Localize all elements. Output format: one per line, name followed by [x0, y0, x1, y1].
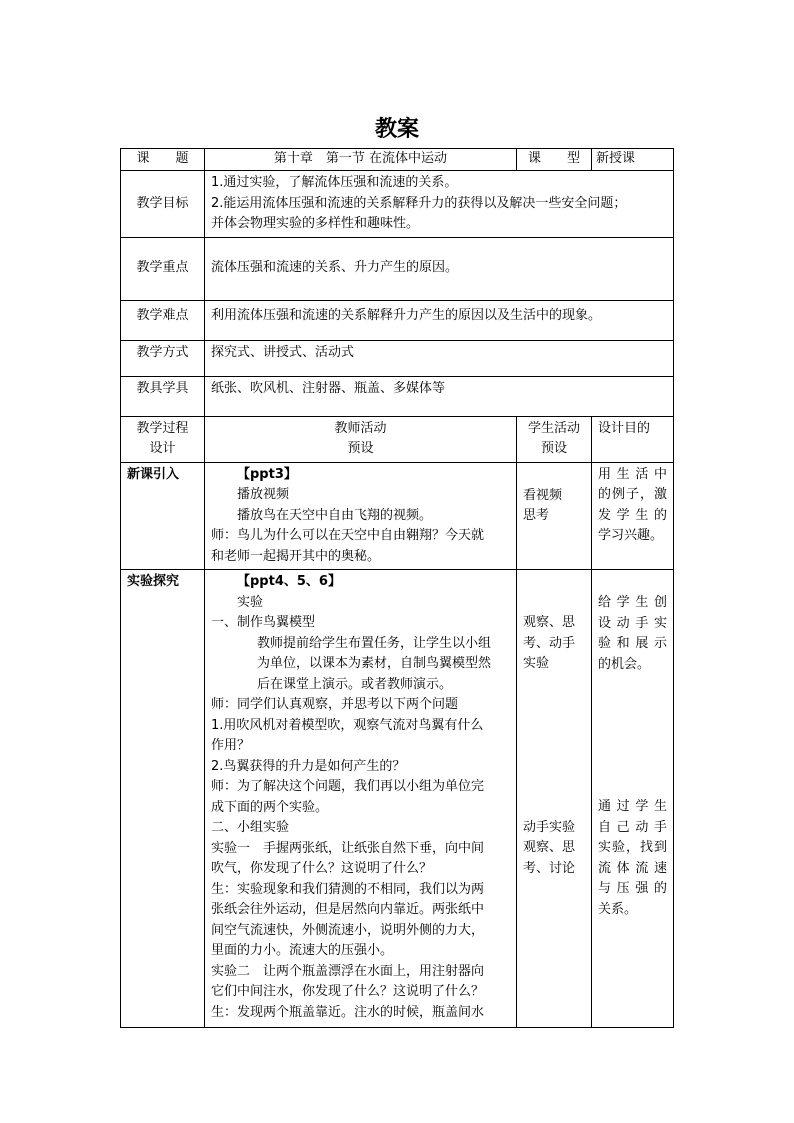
- student-activity-header: 学生活动 预设: [517, 416, 592, 462]
- difficulties-row: [121, 300, 674, 340]
- ppt-ref: 【ppt3】: [237, 466, 297, 482]
- tools-row: [121, 376, 674, 416]
- process-header-row: [121, 416, 674, 462]
- teacher-activity-header: 教师活动 预设: [205, 416, 517, 462]
- intro-design-purpose: 用生活中 的例子，激 发学生的 学习兴趣。: [592, 462, 674, 570]
- objective-line: 2.能运用流体压强和流速的关系解释升力的获得以及解决一些安全问题；: [211, 195, 627, 211]
- design-purpose-header: 设计目的: [592, 416, 674, 462]
- lesson-plan-table: [120, 148, 674, 1028]
- ppt-ref: 【ppt4、5、6】: [237, 574, 341, 589]
- methods-row: [121, 340, 674, 376]
- intro-teacher-activity: 【ppt3】 播放视频 播放鸟在天空中自由飞翔的视频。 师：鸟儿为什么可以在天空中自由翱翔？今天就 和老师一起揭开其中的奥秘。: [205, 462, 517, 570]
- explore-stage-label: 实验探究: [121, 570, 205, 1028]
- explore-teacher-activity: 【ppt4、5、6】 实验 一、制作鸟翼模型 教师提前给学生布置任务，让学生以小组 为单位，以课本为素材，自制鸟翼模型然 后在课堂上演示。或者教师演示。 师：同学们认真观察，并思考以下两个问题 1.用吹风机对着模型吹，观察气流对鸟翼有什么 作用？ 2.鸟翼获得的升力是如何产生的？ 师：为了解决这个问题，我们再以小组为单位完 成下面的两个实验。 二、小组实验 实验一 手握两张纸，让纸张自然下垂，向中间 吹气，你发现了什么？这说明了什么？ 生：实验现象和我们猜测的不相同，我们以为两 张纸会往外运动，但是居然向内靠近。两张纸中 间空气流速快，外侧流速小，说明外侧的力大， 里面的力小。流速大的压强小。 实验二 让两个瓶盖漂浮在水面上，用注射器向 它们中间注水，你发现了什么？这说明了什么？ 生：发现两个瓶盖靠近。注水的时候，瓶盖间水: [205, 570, 517, 1028]
- explore-design-purpose: 给学生创 设动手实 验和展示 的机会。 通过学生 自己动手 实验，找到 流体流速 与压强的 关系。: [592, 570, 674, 1028]
- key-points-label: 教学重点: [121, 237, 205, 300]
- type-value: 新授课: [592, 149, 674, 171]
- intro-student-activity: 看视频 思考: [517, 462, 592, 570]
- intro-row: [121, 462, 674, 570]
- key-points-content: 流体压强和流速的关系、升力产生的原因。: [205, 237, 674, 300]
- type-label: 课 型: [517, 149, 592, 171]
- header-row: [121, 149, 674, 171]
- explore-student-activity: 观察、思 考、动手 实验 动手实验 观察、思 考、讨论: [517, 570, 592, 1028]
- objective-line: 1.通过实验，了解流体压强和流速的关系。: [211, 175, 458, 190]
- document-title: 教案: [374, 116, 419, 142]
- intro-stage-label: 新课引入: [121, 462, 205, 570]
- objectives-row: [121, 171, 674, 238]
- tools-label: 教具学具: [121, 376, 205, 416]
- objective-line: 并体会物理实验的多样性和趣味性。: [211, 216, 420, 231]
- process-stage-header: 教学过程 设计: [121, 416, 205, 462]
- objectives-content: [205, 171, 674, 238]
- topic-value: 第十章 第一节 在流体中运动: [205, 149, 517, 171]
- methods-content: 探究式、讲授式、活动式: [205, 340, 674, 376]
- explore-row: [121, 570, 674, 1028]
- tools-content: 纸张、吹风机、注射器、瓶盖、多媒体等: [205, 376, 674, 416]
- methods-label: 教学方式: [121, 340, 205, 376]
- key-points-row: [121, 237, 674, 300]
- objectives-label: 教学目标: [121, 171, 205, 238]
- difficulties-label: 教学难点: [121, 300, 205, 340]
- difficulties-content: 利用流体压强和流速的关系解释升力产生的原因以及生活中的现象。: [205, 300, 674, 340]
- topic-label: 课 题: [121, 149, 205, 171]
